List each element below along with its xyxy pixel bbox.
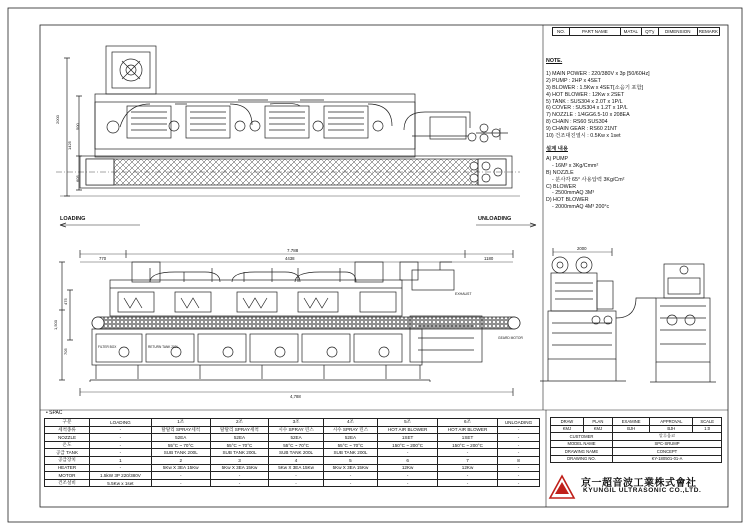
- filter-box-label: FILTER BOX: [98, 345, 117, 349]
- spec-cell: 5Kw X 3EA 15Kw: [210, 464, 269, 472]
- spec-cell: HOT AIR BLOWER: [378, 426, 438, 434]
- spec-cell: 5Kw X 3EA 15Kw: [269, 464, 323, 472]
- spec-cell: 150°C ~ 200°C: [438, 441, 498, 449]
- spec-row: [45, 434, 540, 442]
- spec-row: [45, 456, 540, 464]
- notes-block: [546, 58, 726, 211]
- spec-cell: -: [498, 464, 540, 472]
- spec-cell: 52EA: [323, 434, 377, 442]
- spec-cell: MOTOR: [45, 472, 90, 480]
- spec-header-cell: 구분: [45, 419, 90, 427]
- spec-cell: 52EA: [151, 434, 210, 442]
- spec-cell: -: [151, 479, 210, 487]
- spec-cell: -: [323, 472, 377, 480]
- spec-cell: -: [498, 441, 540, 449]
- exhaust-label: EXHAUST: [455, 292, 472, 296]
- spec-cell: 8: [498, 456, 540, 464]
- spec-header-cell: 4조: [323, 419, 377, 427]
- spec-cell: 150°C ~ 200°C: [378, 441, 438, 449]
- note-item: 5) TANK : SUS304 x 2.0T x 1P/L: [546, 98, 623, 105]
- spec-header-cell: 3조: [269, 419, 323, 427]
- spec-cell: 12Kw: [378, 464, 438, 472]
- spec-cell: 12Kw: [438, 464, 498, 472]
- spec-cell: 55°C ~ 70°C: [269, 441, 323, 449]
- spec-cell: 55°C ~ 70°C: [151, 441, 210, 449]
- design-item: - 2000mmAQ 4M³ 200°c: [552, 204, 610, 211]
- geared-motor-label: GEARD MOTOR: [498, 336, 523, 340]
- tb-model-label: MODEL NAME: [551, 440, 613, 448]
- tb-drawing-no-value: KY-180501-01-A: [613, 455, 722, 463]
- design-title: 설계 내용: [546, 145, 568, 152]
- design-item: B) NOZZLE: [546, 169, 574, 176]
- tb-customer-value: 알루움코: [613, 433, 722, 441]
- top-view: [56, 46, 520, 196]
- design-item: - 16M³ x 3Kg/Cmm²: [552, 162, 599, 169]
- spec-cell: -: [90, 441, 152, 449]
- spec-cell: 5: [323, 456, 377, 464]
- tb-model-value: SPC-SRUMP: [613, 440, 722, 448]
- spec-cell: 탈탈리 SPRAY세척: [151, 426, 210, 434]
- spec-cell: 3: [210, 456, 269, 464]
- spec-cell: 시수 SPRAY 린스: [323, 426, 377, 434]
- parts-list-header: [552, 27, 720, 36]
- spec-cell: 4: [269, 456, 323, 464]
- spec-cell: -: [210, 479, 269, 487]
- spec-cell: 6: [378, 456, 438, 464]
- spec-cell: -: [323, 479, 377, 487]
- parts-col-remark: REMARK: [698, 29, 718, 34]
- dim-top-height: 605: [75, 175, 80, 182]
- company-english-name: KYUNGIL ULTRASONIC CO.,LTD.: [583, 487, 702, 494]
- spec-cell: NOZZLE: [45, 434, 90, 442]
- spec-cell: -: [90, 426, 152, 434]
- spec-cell: HOT AIR BLOWER: [438, 426, 498, 434]
- spec-row: [45, 426, 540, 434]
- spec-header-cell: UNLOADING: [498, 419, 540, 427]
- spec-cell: -: [269, 479, 323, 487]
- spec-cell: -: [498, 449, 540, 457]
- dim-front-height: 475: [63, 298, 68, 305]
- spec-cell: 7: [438, 456, 498, 464]
- spec-cell: 52EA: [210, 434, 269, 442]
- spec-cell: -: [438, 449, 498, 457]
- return-tank-label: RETURN TANK 200L: [148, 345, 179, 349]
- spec-cell: SUB TANK 200L: [151, 449, 210, 457]
- control-box: [664, 264, 704, 298]
- note-item: 2) PUMP : 2HP x 4SET: [546, 77, 601, 84]
- parts-col-matal: MATAL: [620, 28, 641, 36]
- spec-cell: SUB TANK 200L: [323, 449, 377, 457]
- top-upper-frame: [95, 94, 415, 157]
- tank-row: [92, 329, 422, 365]
- note-item: 4) HOT BLOWER : 12Kw x 2SET: [546, 91, 625, 98]
- tb-drawing-no-label: DRAWING NO.: [551, 455, 613, 463]
- design-item: D) HOT BLOWER: [546, 197, 589, 204]
- spec-cell: 탈탈리 SPRAY세척: [210, 426, 269, 434]
- spec-cell: 5Kw X 3EA 15Kw: [151, 464, 210, 472]
- tb-examine-label: EXAMINE: [613, 418, 650, 426]
- tb-approval-value: BJH: [650, 425, 693, 433]
- spec-row: [45, 441, 540, 449]
- spec-table: [44, 418, 540, 487]
- loading-label: LOADING: [60, 216, 86, 222]
- spec-cell: 1SET: [378, 434, 438, 442]
- spec-cell: 55°C ~ 70°C: [210, 441, 269, 449]
- tb-plan-value: KMJ: [583, 425, 612, 433]
- tb-drawing-name-label: DRAWING NAME: [551, 448, 613, 456]
- spec-cell: -: [269, 472, 323, 480]
- spec-cell: 세척종류: [45, 426, 90, 434]
- spec-cell: 52EA: [269, 434, 323, 442]
- dim-top-height: 2000: [55, 115, 60, 124]
- spec-title: • SPAC: [46, 410, 63, 416]
- design-item: - 분사각 65° 사용압력 3Kg/Cm²: [552, 176, 625, 183]
- spec-cell: 1.5kW 3P 220/380V: [90, 472, 152, 480]
- dim-right-span: 1180: [484, 256, 494, 261]
- note-item: 8) CHAIN : RS60 SUS304: [546, 119, 608, 126]
- spec-header-cell: 5조: [378, 419, 438, 427]
- unloading-label: UNLOADING: [478, 216, 512, 222]
- spec-row: [45, 449, 540, 457]
- spec-cell: 55°C ~ 70°C: [323, 441, 377, 449]
- spec-cell: 5.5Kw x 1set: [90, 479, 152, 487]
- spec-cell: -: [498, 434, 540, 442]
- spec-header-cell: 6조: [438, 419, 498, 427]
- tb-draw-value: KMJ: [551, 425, 584, 433]
- note-item: 3) BLOWER : 1.5Kw x 4SET[소음기 포함]: [546, 84, 644, 91]
- design-item: A) PUMP: [546, 155, 569, 162]
- spec-cell: 공급 TANK: [45, 449, 90, 457]
- note-item: 7) NOZZLE : 1/4GG6.5-10 x 208EA: [546, 112, 630, 119]
- note-item: 9) CHAIN GEAR : RS60 21NT: [546, 126, 618, 133]
- spec-cell: -: [378, 472, 438, 480]
- dim-mid-span: 4438: [285, 256, 295, 261]
- spec-cell: 1SET: [438, 434, 498, 442]
- side-blower-left: [552, 257, 568, 273]
- tb-examine-value: BJH: [613, 425, 650, 433]
- dim-bottom-total: 4,788: [290, 394, 301, 399]
- spec-cell: -: [378, 479, 438, 487]
- spec-header-cell: 1조: [151, 419, 210, 427]
- spec-cell: 5Kw X 3EA 15Kw: [323, 464, 377, 472]
- spec-cell: -: [90, 449, 152, 457]
- spec-cell: -: [210, 472, 269, 480]
- spec-cell: 시수 SPRAY 린스: [269, 426, 323, 434]
- front-conveyor: [92, 317, 520, 329]
- dim-total-length: 7.788: [287, 248, 299, 253]
- tb-draw-label: DRAW: [551, 418, 584, 426]
- dim-top-height: 1425: [67, 141, 72, 150]
- side-blower-right: [576, 257, 592, 273]
- dim-top-height: 500: [75, 123, 80, 130]
- spec-cell: 1: [90, 456, 152, 464]
- spec-row: [45, 464, 540, 472]
- spec-cell: -: [151, 472, 210, 480]
- company-korean-name: 京一超音波工業株式會社: [581, 478, 697, 489]
- note-item: 10) 건조대진열시 : 0.5Kw x 1set: [546, 133, 621, 140]
- spec-cell: 2: [151, 456, 210, 464]
- spec-cell: -: [438, 479, 498, 487]
- side-view: [540, 248, 716, 382]
- spec-header-row: [45, 419, 540, 427]
- title-block: [550, 417, 722, 463]
- tb-scale-label: SCALE: [693, 418, 722, 426]
- spec-cell: -: [438, 472, 498, 480]
- spec-row: [45, 472, 540, 480]
- notes-title: NOTE.: [546, 58, 563, 64]
- spec-cell: 건조설비: [45, 479, 90, 487]
- dim-front-height: 705: [63, 348, 68, 355]
- tb-plan-label: PLAN: [583, 418, 612, 426]
- parts-col-qty: QT'y: [641, 28, 658, 36]
- spec-cell: -: [90, 434, 152, 442]
- tb-customer-label: CUSTOMER: [551, 433, 613, 441]
- spec-cell: SUB TANK 200L: [210, 449, 269, 457]
- parts-col-name: PART NAME: [569, 28, 620, 36]
- spec-header-cell: 2조: [210, 419, 269, 427]
- spec-cell: -: [498, 426, 540, 434]
- spec-cell: SUB TANK 200L: [269, 449, 323, 457]
- tb-approval-label: APPROVAL: [650, 418, 693, 426]
- dim-left-span: 770: [99, 256, 107, 261]
- dim-front-height: 1,500: [53, 319, 58, 330]
- spec-cell: -: [498, 472, 540, 480]
- note-item: 6) COVER : SUS304 x 1.2T x 1P/L: [546, 105, 628, 112]
- spec-cell: HEATER: [45, 464, 90, 472]
- parts-col-dimension: DIMENSION: [658, 28, 697, 36]
- spec-row: [45, 479, 540, 487]
- design-item: C) BLOWER: [546, 183, 577, 190]
- spec-header-cell: LOADING: [90, 419, 152, 427]
- spec-cell: 공급장치: [45, 456, 90, 464]
- spec-cell: -: [378, 449, 438, 457]
- design-item: - 2500mmAQ 3M³: [552, 190, 595, 197]
- note-item: 1) MAIN POWER : 220/380V x 3p [50/60Hz]: [546, 70, 650, 77]
- spec-cell: 온도: [45, 441, 90, 449]
- dim-side-width: 2000: [577, 246, 587, 251]
- tb-scale-value: 1:0: [693, 425, 722, 433]
- parts-col-no: NO.: [553, 28, 570, 36]
- spec-cell: -: [90, 464, 152, 472]
- tb-drawing-name-value: CONCEPT: [613, 448, 722, 456]
- spec-cell: -: [498, 479, 540, 487]
